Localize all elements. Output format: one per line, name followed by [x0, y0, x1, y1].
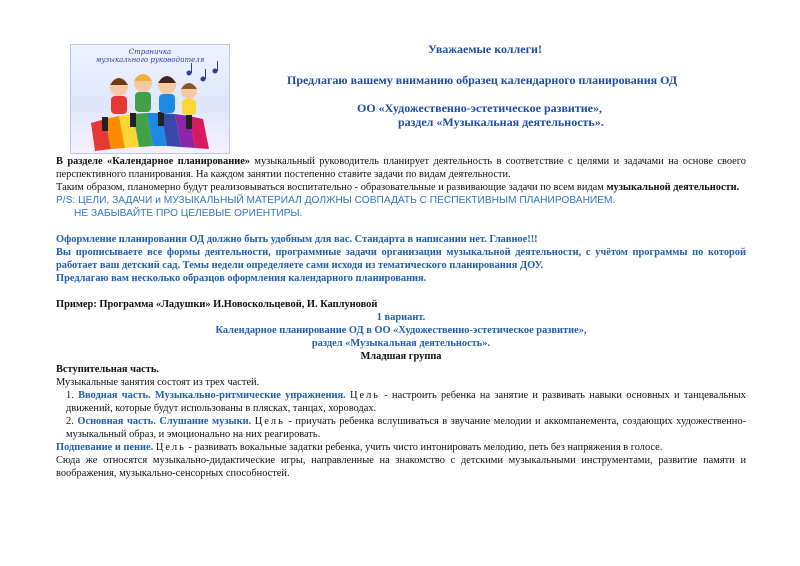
- singing-goal: Цель: [155, 442, 186, 453]
- lesson-intro-text: Музыкальные занятия состоят из трех частей.: [56, 377, 260, 388]
- item1-title: Вводная часть. Музыкально-ритмические упражнения.: [78, 390, 346, 401]
- item1-goal: Цель: [349, 390, 380, 401]
- design-line2: Вы прописываете все формы деятельности, программные задачи организации музыкальной деятельности, с учётом программы по которой работает ваш детский сад. Темы недели определяете сами исходя из тематического планирования ДОУ.: [56, 247, 746, 271]
- example-variant: 1 вариант.: [376, 312, 426, 323]
- example-plan-section: раздел «Музыкальная деятельность».: [311, 338, 491, 349]
- music-director-logo: [70, 44, 230, 154]
- singing-text: - развивать вокальные задатки ребенка, учить чисто интонировать мелодию, петь без напряжения в голосе.: [185, 442, 663, 453]
- intro-paragraph-1: [56, 155, 746, 181]
- document-body: [56, 155, 746, 480]
- intro-p2-bold: музыкальной деятельности.: [606, 182, 740, 193]
- intro-p1-bold: В разделе «Календарное планирование»: [56, 156, 251, 167]
- offer-heading: Предлагаю вашему вниманию образец календарного планирования ОД: [287, 73, 678, 87]
- item2-text: - приучать ребенка вслушиваться в звучание мелодии и аккомпанемента, создающих художественно-музыкальный образ, и эмоционально на них реагировать.: [66, 416, 747, 440]
- lesson-item-1: [56, 389, 746, 415]
- section-heading: раздел «Музыкальная деятельность».: [398, 115, 604, 129]
- item2-title: Основная часть. Слушание музыки.: [77, 416, 252, 427]
- example-group: Младшая группа: [360, 351, 442, 362]
- example-program: Пример: Программа «Ладушки» И.Новоскольцевой, И. Каплуновой: [56, 299, 378, 310]
- item2-number: 2.: [66, 416, 74, 427]
- lesson-item-2: [56, 415, 746, 441]
- design-line1: Оформление планирования ОД должно быть удобным для вас. Стандарта в написании нет. Главное!!!: [56, 234, 538, 245]
- piano-keys-icon: [91, 112, 209, 151]
- example-plan-title: Календарное планирование ОД в ОО «Художественно-эстетическое развитие»,: [215, 325, 587, 336]
- logo-caption-line2: музыкального руководителя: [95, 56, 205, 64]
- music-notes-icon: [187, 61, 219, 82]
- design-line3: Предлагаю вам несколько образцов оформления календарного планирования.: [56, 273, 427, 284]
- intro-paragraph-2: [56, 181, 746, 194]
- intro-p1-rest: музыкальный руководитель планирует деятельность в соответствие с целями и задачами на основе своего перспективного планирования. На каждом занятии постепенно ставите задачи по видам деятельности.: [56, 156, 746, 180]
- logo-caption: [71, 48, 229, 64]
- children-icon: [110, 74, 197, 115]
- lesson-intro-title: Вступительная часть.: [56, 364, 159, 375]
- area-heading: ОО «Художественно-эстетическое развитие»,: [357, 101, 602, 115]
- item2-goal: Цель: [254, 416, 285, 427]
- intro-p2-start: Таким образом, планомерно будут реализовываться воспитательно - образовательные и развивающие задачи по всем видам: [56, 182, 607, 193]
- item1-number: 1.: [66, 390, 74, 401]
- greeting-heading: Уважаемые коллеги!: [428, 42, 542, 56]
- singing-title: Подпевание и пение.: [56, 442, 154, 453]
- item1-text: - настроить ребенка на занятие и развивать навыки основных и танцевальных движений, которые будут использованы в плясках, танцах, хороводах.: [66, 390, 746, 414]
- games-paragraph: Сюда же относятся музыкально-дидактические игры, направленные на знакомство с детскими музыкальными инструментами, развитие памяти и воображения, музыкально-сенсорных способностей.: [56, 455, 746, 479]
- logo-caption-line1: Страничка: [128, 48, 172, 56]
- ps-note-line2: НЕ ЗАБЫВАЙТЕ ПРО ЦЕЛЕВЫЕ ОРИЕНТИРЫ.: [74, 208, 303, 219]
- ps-note-line1: P/S: ЦЕЛИ, ЗАДАЧИ и МУЗЫКАЛЬНЫЙ МАТЕРИАЛ ДОЛЖНЫ СОВПАДАТЬ С ПЕСПЕКТИВНЫМ ПЛАНИРОВАНИЕМ.: [56, 195, 616, 206]
- singing-paragraph: [56, 441, 746, 454]
